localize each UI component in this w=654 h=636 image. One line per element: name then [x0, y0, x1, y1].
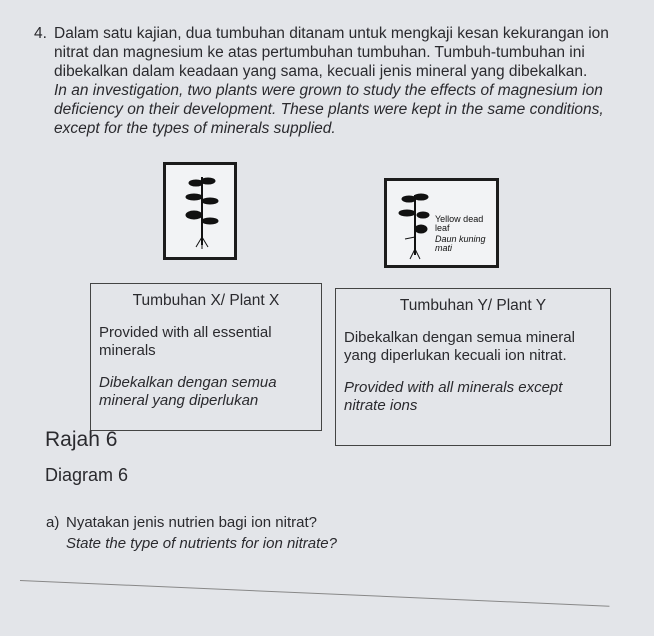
caption-english: Diagram 6 [45, 465, 129, 485]
question-number: 4. [34, 25, 47, 42]
plant-y-figure [384, 178, 499, 268]
plant-x-figure [163, 162, 237, 260]
answer-line[interactable] [20, 580, 609, 607]
part-a-english: State the type of nutrients for ion nitrate? [66, 535, 337, 552]
plant-x-english: Provided with all essential minerals [99, 324, 272, 359]
plant-icon [166, 165, 234, 257]
plant-icon [395, 187, 435, 265]
yellow-dead-leaf-label: Yellow dead leaf [435, 214, 484, 233]
question-malay: Dalam satu kajian, dua tumbuhan ditanam untuk mengkaji kesan kekurangan ion nitrat dan magnesium ke atas pertumbuhan tumbuhan. Tumbuh-tumbuhan ini dibekalkan dalam keadaan yang sama, kecuali jenis mineral yang dibekalkan. [54, 25, 609, 80]
part-a-label: a) [46, 514, 60, 531]
plant-x-box [90, 283, 322, 431]
caption-malay: Rajah 6 [45, 428, 118, 451]
plant-x-title: Tumbuhan X/ Plant X [132, 292, 280, 309]
part-a-malay: Nyatakan jenis nutrien bagi ion nitrat? [66, 514, 317, 531]
plant-x-malay: Dibekalkan dengan semua mineral yang diperlukan [99, 374, 277, 409]
question-english: In an investigation, two plants were grown to study the effects of magnesium ion deficiency on their development. These plants were kept in the same conditions, except for the types of minerals supplied. [54, 82, 604, 137]
daun-kuning-label: Daun kuning mati [435, 234, 486, 253]
plant-y-english: Provided with all minerals except nitrate ions [344, 379, 563, 414]
plant-y-title: Tumbuhan Y/ Plant Y [399, 297, 547, 314]
plant-y-box [335, 288, 611, 446]
question-4 [34, 24, 644, 138]
plant-y-malay: Dibekalkan dengan semua mineral yang diperlukan kecuali ion nitrat. [344, 329, 575, 364]
